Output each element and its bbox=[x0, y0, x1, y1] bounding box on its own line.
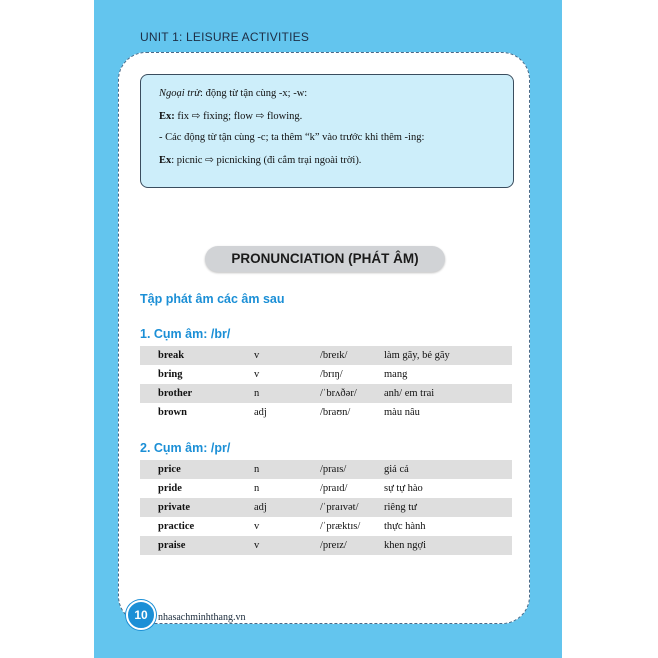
part-of-speech: v bbox=[254, 365, 320, 384]
word: brown bbox=[140, 403, 254, 422]
group-heading-pr: 2. Cụm âm: /pr/ bbox=[140, 441, 231, 455]
unit-title: UNIT 1: LEISURE ACTIVITIES bbox=[140, 30, 310, 44]
page-number-badge: 10 bbox=[126, 600, 156, 630]
note-example-text: fix ⇨ fixing; flow ⇨ flowing. bbox=[174, 111, 303, 122]
practice-heading: Tập phát âm các âm sau bbox=[140, 292, 285, 306]
section-title-pill: PRONUNCIATION (PHÁT ÂM) bbox=[205, 246, 445, 272]
table-row bbox=[140, 498, 512, 517]
ipa: /brɪŋ/ bbox=[320, 365, 384, 384]
part-of-speech: v bbox=[254, 536, 320, 555]
table-row bbox=[140, 403, 512, 422]
part-of-speech: v bbox=[254, 517, 320, 536]
meaning: màu nâu bbox=[384, 403, 512, 422]
meaning: làm gãy, bẻ gãy bbox=[384, 346, 512, 365]
table-row bbox=[140, 365, 512, 384]
ipa: /preɪz/ bbox=[320, 536, 384, 555]
meaning: mang bbox=[384, 365, 512, 384]
table-row bbox=[140, 384, 512, 403]
part-of-speech: n bbox=[254, 479, 320, 498]
table-row bbox=[140, 460, 512, 479]
note-example-label-2: Ex bbox=[159, 155, 172, 166]
note-line-2 bbox=[159, 110, 302, 122]
word: price bbox=[140, 460, 254, 479]
word: brother bbox=[140, 384, 254, 403]
ipa: /praɪd/ bbox=[320, 479, 384, 498]
ipa: /breɪk/ bbox=[320, 346, 384, 365]
part-of-speech: n bbox=[254, 460, 320, 479]
part-of-speech: adj bbox=[254, 498, 320, 517]
word-table-br bbox=[140, 346, 512, 422]
word: pride bbox=[140, 479, 254, 498]
word: break bbox=[140, 346, 254, 365]
word: bring bbox=[140, 365, 254, 384]
ipa: /praɪs/ bbox=[320, 460, 384, 479]
table-row bbox=[140, 479, 512, 498]
note-line-3: - Các động từ tận cùng -c; ta thêm “k” vào trước khi thêm -ing: bbox=[159, 132, 425, 143]
word: practice bbox=[140, 517, 254, 536]
ipa: /ˈpræktɪs/ bbox=[320, 517, 384, 536]
meaning: riêng tư bbox=[384, 498, 512, 517]
meaning: khen ngợi bbox=[384, 536, 512, 555]
ipa: /ˈpraɪvət/ bbox=[320, 498, 384, 517]
meaning: thực hành bbox=[384, 517, 512, 536]
word-table-pr bbox=[140, 460, 512, 555]
ipa: /braʊn/ bbox=[320, 403, 384, 422]
note-exception-label: Ngoại trừ bbox=[159, 88, 201, 99]
word: praise bbox=[140, 536, 254, 555]
website-text: nhasachminhthang.vn bbox=[158, 612, 246, 623]
meaning: giá cả bbox=[384, 460, 512, 479]
table-row bbox=[140, 536, 512, 555]
part-of-speech: v bbox=[254, 346, 320, 365]
note-line-1 bbox=[159, 88, 307, 99]
group-heading-br: 1. Cụm âm: /br/ bbox=[140, 327, 231, 341]
note-example-label: Ex: bbox=[159, 111, 175, 122]
ipa: /ˈbrʌðər/ bbox=[320, 384, 384, 403]
meaning: anh/ em trai bbox=[384, 384, 512, 403]
note-line-4 bbox=[159, 154, 361, 166]
meaning: sự tự hào bbox=[384, 479, 512, 498]
word: private bbox=[140, 498, 254, 517]
table-row bbox=[140, 346, 512, 365]
table-row bbox=[140, 517, 512, 536]
note-exception-text: : động từ tận cùng -x; -w: bbox=[200, 88, 308, 99]
note-example-text-2: : picnic ⇨ picnicking (đi cắm trại ngoài trời). bbox=[171, 155, 362, 166]
part-of-speech: n bbox=[254, 384, 320, 403]
part-of-speech: adj bbox=[254, 403, 320, 422]
